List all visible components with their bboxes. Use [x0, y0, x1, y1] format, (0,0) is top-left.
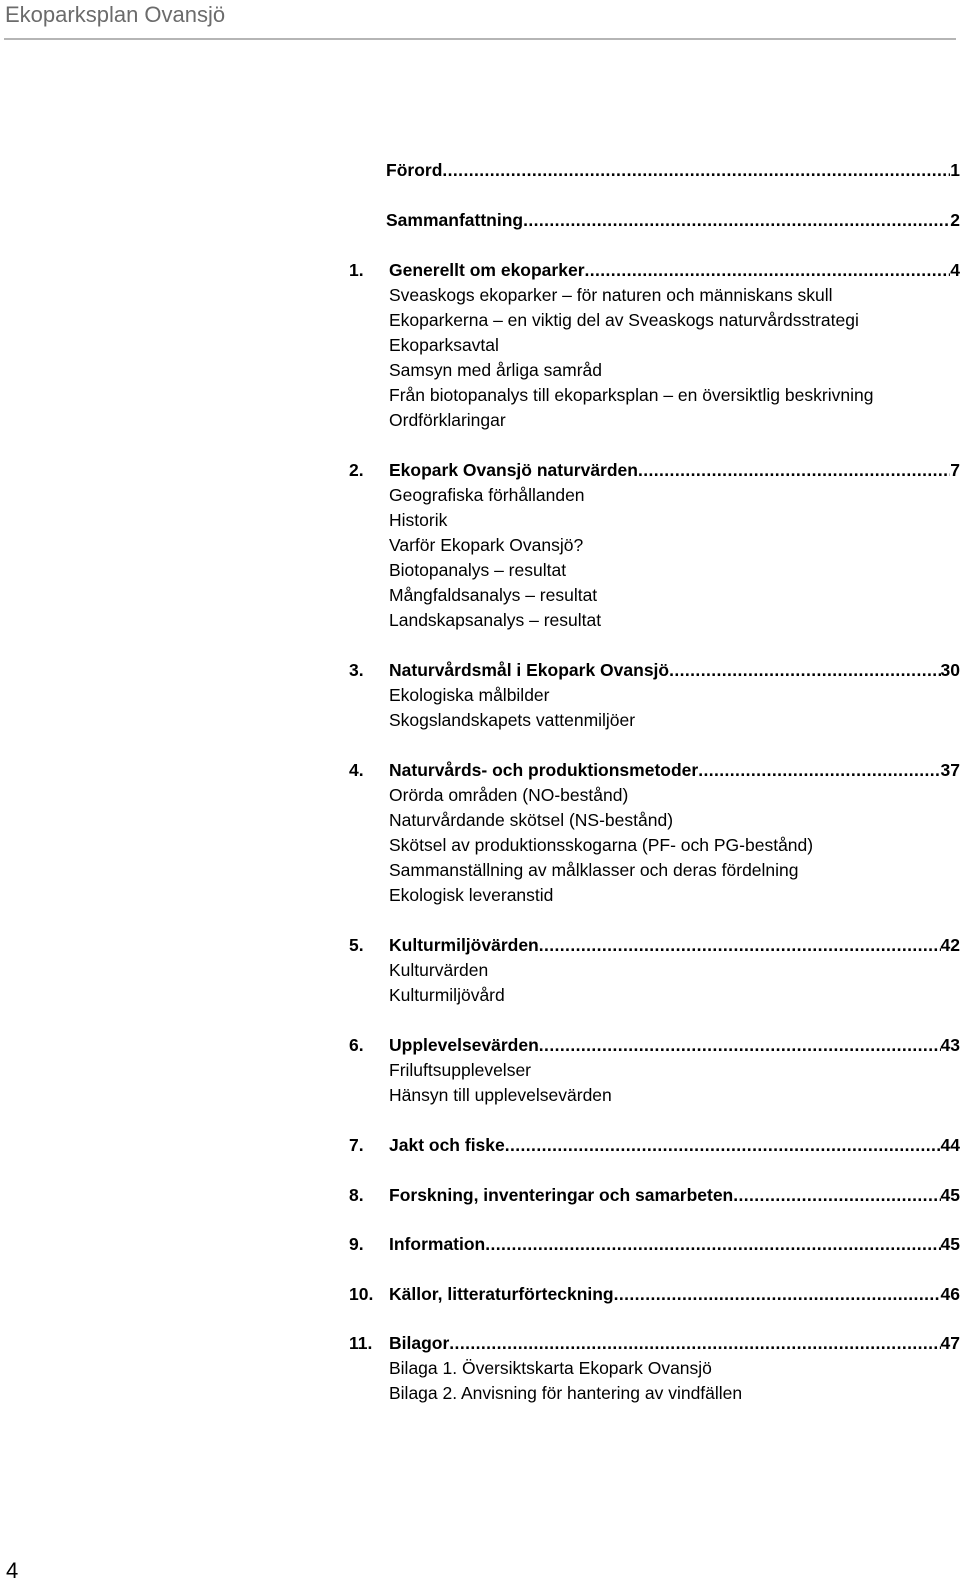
toc-entry-chapter-2[interactable]	[0, 458, 960, 482]
dot-leader	[449, 1331, 940, 1355]
toc-subitem[interactable]: Hänsyn till upplevelsevärden	[389, 1085, 612, 1105]
toc-heading-label: Generellt om ekoparker	[389, 260, 585, 280]
dot-leader	[638, 458, 950, 482]
toc-subitem[interactable]: Från biotopanalys till ekoparksplan – en översiktlig beskrivning	[389, 385, 874, 405]
toc-heading-label: Kulturmiljövärden	[389, 935, 539, 955]
dot-leader	[523, 208, 950, 232]
dot-leader	[669, 658, 940, 682]
toc-subitem[interactable]: Samsyn med årliga samråd	[389, 360, 602, 380]
toc-subitem[interactable]: Bilaga 2. Anvisning för hantering av vindfällen	[389, 1383, 743, 1403]
toc-page-number: 2	[950, 210, 960, 230]
toc-subitem[interactable]: Ekoparkerna – en viktig del av Sveaskogs naturvårdsstrategi	[389, 310, 859, 330]
dot-leader	[733, 1183, 940, 1207]
toc-page-number: 45	[940, 1234, 960, 1254]
toc-page-number: 1	[950, 160, 960, 180]
toc-page-number: 7	[950, 460, 960, 480]
toc-page-number: 30	[940, 660, 960, 680]
chapter-number: 4.	[349, 760, 364, 780]
toc-entry-chapter-5[interactable]	[0, 933, 960, 957]
toc-subitem[interactable]: Orörda områden (NO-bestånd)	[389, 785, 629, 805]
toc-entry-chapter-6[interactable]	[0, 1033, 960, 1057]
toc-subitem[interactable]: Geografiska förhållanden	[389, 485, 585, 505]
toc-subitem[interactable]: Landskapsanalys – resultat	[389, 610, 602, 630]
toc-heading	[389, 1183, 960, 1207]
toc-heading-label: Sammanfattning	[386, 210, 524, 230]
toc-page-number: 37	[940, 760, 960, 780]
dot-leader	[505, 1133, 941, 1157]
chapter-number: 11.	[349, 1333, 373, 1353]
toc-entry-summary[interactable]	[0, 208, 960, 232]
toc-subitem[interactable]: Ordförklaringar	[389, 410, 506, 430]
toc-heading	[386, 208, 960, 232]
document-title: Ekoparksplan Ovansjö	[5, 2, 226, 27]
toc-heading	[389, 458, 960, 482]
toc-heading-label: Ekopark Ovansjö naturvärden	[389, 460, 638, 480]
toc-subitem[interactable]: Skötsel av produktionsskogarna (PF- och PG-bestånd)	[389, 835, 814, 855]
toc-heading	[389, 933, 960, 957]
chapter-number: 8.	[349, 1185, 364, 1205]
toc-subitem[interactable]: Sammanställning av målklasser och deras fördelning	[389, 860, 799, 880]
toc-subitem[interactable]: Bilaga 1. Översiktskarta Ekopark Ovansjö	[389, 1358, 712, 1378]
dot-leader	[585, 258, 951, 282]
chapter-number: 9.	[349, 1234, 364, 1254]
toc-entry-chapter-4[interactable]	[0, 758, 960, 782]
toc-heading	[389, 1232, 960, 1256]
toc-heading-label: Jakt och fiske	[389, 1135, 505, 1155]
toc-heading	[389, 258, 960, 282]
dot-leader	[698, 758, 940, 782]
toc-subitem[interactable]: Friluftsupplevelser	[389, 1060, 531, 1080]
toc-page-number: 44	[940, 1135, 960, 1155]
toc-heading-label: Bilagor	[389, 1333, 450, 1353]
toc-entry-chapter-10[interactable]	[0, 1282, 960, 1306]
toc-entry-chapter-3[interactable]	[0, 658, 960, 682]
toc-page-number: 46	[940, 1284, 960, 1304]
chapter-number: 1.	[349, 260, 364, 280]
toc-subitem[interactable]: Historik	[389, 510, 448, 530]
toc-heading	[386, 158, 960, 182]
page-header	[0, 0, 960, 40]
toc-entry-chapter-9[interactable]	[0, 1232, 960, 1256]
dot-leader	[485, 1232, 940, 1256]
toc-subitem[interactable]: Kulturvärden	[389, 960, 489, 980]
toc-heading-label: Förord	[386, 160, 443, 180]
toc-heading-label: Källor, litteraturförteckning	[389, 1284, 614, 1304]
toc-subitem[interactable]: Varför Ekopark Ovansjö?	[389, 535, 584, 555]
toc-subitem[interactable]: Ekoparksavtal	[389, 335, 499, 355]
toc-entry-chapter-7[interactable]	[0, 1133, 960, 1157]
toc-page-number: 42	[940, 935, 960, 955]
chapter-number: 2.	[349, 460, 364, 480]
toc-subitem[interactable]: Ekologiska målbilder	[389, 685, 550, 705]
toc-heading	[389, 1133, 960, 1157]
dot-leader	[442, 158, 950, 182]
dot-leader	[539, 933, 941, 957]
chapter-number: 5.	[349, 935, 364, 955]
chapter-number: 3.	[349, 660, 364, 680]
toc-page-number: 43	[940, 1035, 960, 1055]
toc-heading	[389, 658, 960, 682]
toc-heading	[389, 1331, 960, 1355]
header-divider	[4, 38, 956, 40]
toc-entry-chapter-8[interactable]	[0, 1183, 960, 1207]
toc-heading	[389, 1033, 960, 1057]
toc-heading-label: Forskning, inventeringar och samarbeten	[389, 1185, 734, 1205]
toc-subitem[interactable]: Kulturmiljövård	[389, 985, 505, 1005]
toc-entry-foreword[interactable]	[0, 158, 960, 182]
page-number: 4	[6, 1558, 19, 1583]
toc-subitem[interactable]: Naturvårdande skötsel (NS-bestånd)	[389, 810, 674, 830]
toc-heading-label: Naturvårdsmål i Ekopark Ovansjö	[389, 660, 670, 680]
toc-subitem[interactable]: Biotopanalys – resultat	[389, 560, 567, 580]
dot-leader	[614, 1282, 941, 1306]
toc-subitem[interactable]: Mångfaldsanalys – resultat	[389, 585, 598, 605]
dot-leader	[539, 1033, 941, 1057]
toc-page-number: 45	[940, 1185, 960, 1205]
toc-subitem[interactable]: Ekologisk leveranstid	[389, 885, 554, 905]
toc-heading	[389, 1282, 960, 1306]
toc-page-number: 47	[940, 1333, 960, 1353]
toc-heading-label: Upplevelsevärden	[389, 1035, 539, 1055]
toc-entry-chapter-1[interactable]	[0, 258, 960, 282]
toc-page-number: 4	[950, 260, 960, 280]
toc-subitem[interactable]: Skogslandskapets vattenmiljöer	[389, 710, 636, 730]
toc-subitem[interactable]: Sveaskogs ekoparker – för naturen och människans skull	[389, 285, 833, 305]
toc-entry-chapter-11[interactable]	[0, 1331, 960, 1355]
chapter-number: 6.	[349, 1035, 364, 1055]
toc-heading	[389, 758, 960, 782]
chapter-number: 7.	[349, 1135, 364, 1155]
toc-heading-label: Naturvårds- och produktionsmetoder	[389, 760, 699, 780]
chapter-number: 10.	[349, 1284, 374, 1304]
toc-heading-label: Information	[389, 1234, 486, 1254]
